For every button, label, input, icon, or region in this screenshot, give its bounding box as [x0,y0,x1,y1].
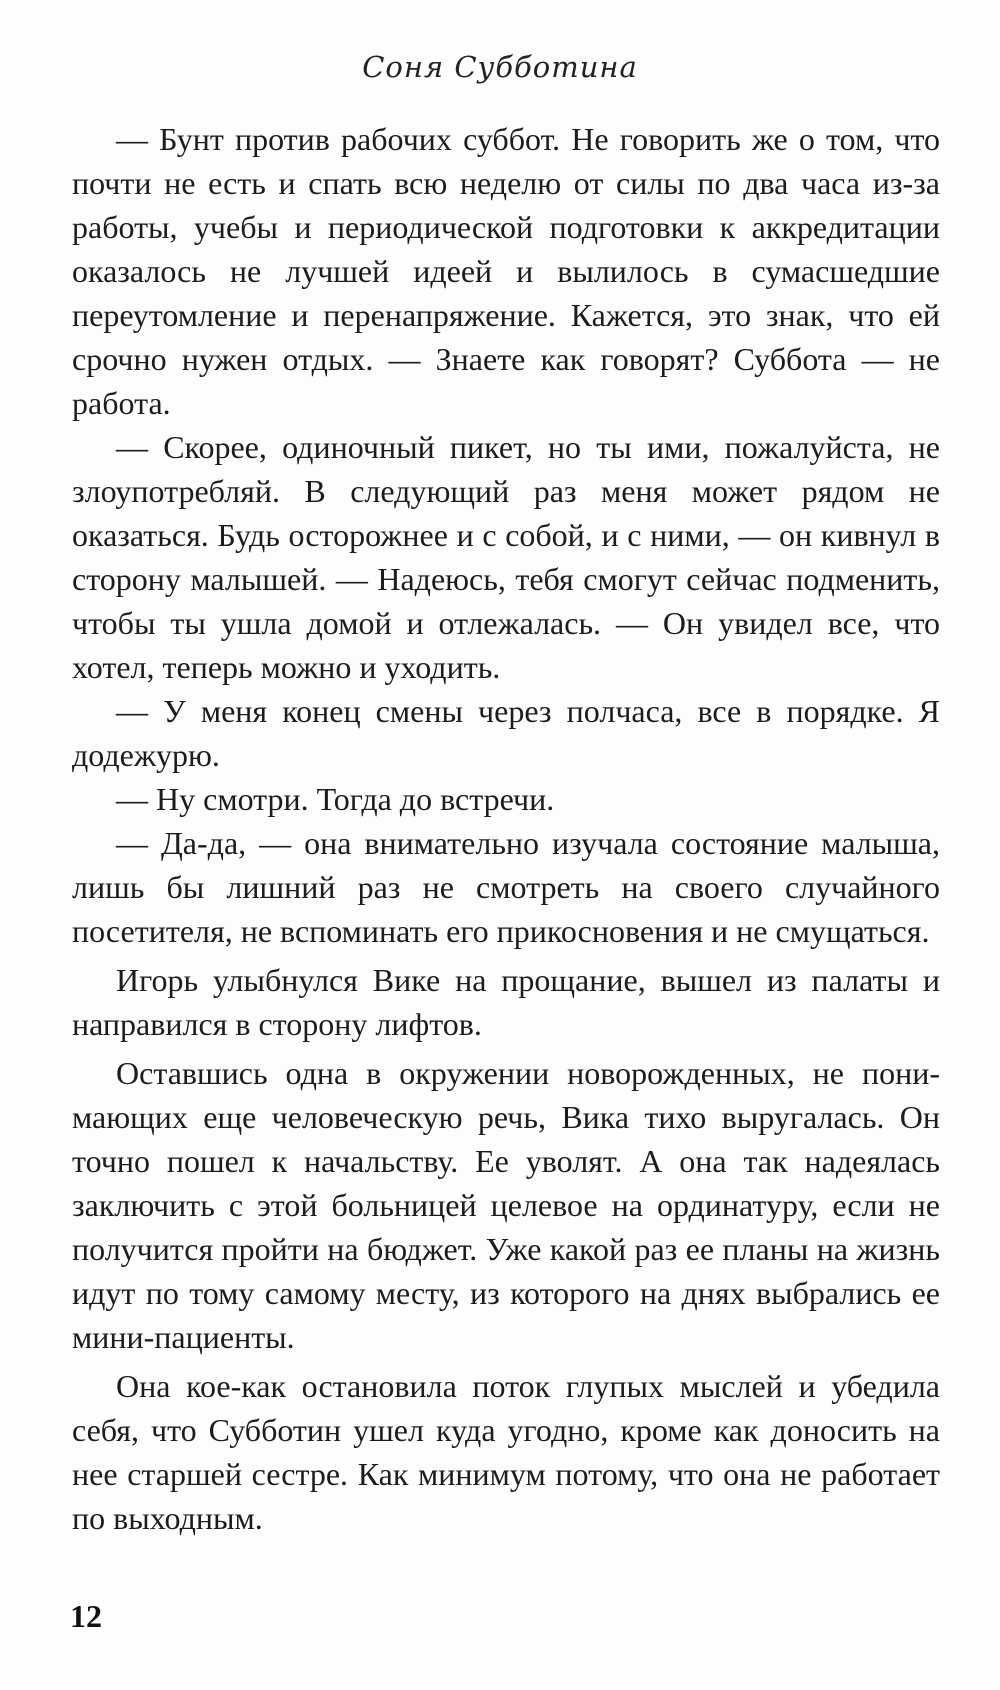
page-number: 12 [70,1598,102,1634]
paragraph: — У меня конец смены через полчаса, все в порядке. Я додежурю. [72,693,940,773]
paragraph: — Скорее, одиночный пикет, но ты ими, пожалуйста, не злоупотребляй. В следующий раз меня может рядом не оказаться. Будь осторожнее и с собой, и с ними, — он кивнул в сторону малышей. — Надеюсь, тебя смогут сейчас подменить, чтобы ты ушла домой и отлежалась. — Он увидел все, что хотел, теперь можно и уходить. [72,429,940,685]
running-header: Соня Субботина [362,50,638,84]
body-text [72,117,940,1540]
paragraph: — Ну смотри. Тогда до встречи. [116,781,555,817]
paragraph: Она кое-как остановила поток глупых мыслей и убедила себя, что Субботин ушел куда угодно, кроме как доносить на нее старшей сестре. Как минимум потому, что она не работает по выходным. [72,1368,940,1536]
paragraph: — Да-да, — она внимательно изучала состояние малыша, лишь бы лишний раз не смотреть на своего случайного посетителя, не вспоминать его прикосновения и не смущаться. [72,825,940,949]
paragraph: — Бунт против рабочих суббот. Не говорить же о том, что почти не есть и спать всю неделю от силы по два часа из-за работы, учебы и периодической подготовки к аккредитации оказалось не лучшей идеей и вылилось в сумасшедшие переутомление и перенапряжение. Кажется, это знак, что ей срочно нужен отдых. — Знаете как говорят? Суббота — не работа. [72,121,940,421]
paragraph: Оставшись одна в окружении новорожденных, не понимающих еще человеческую речь, Вика тихо выругалась. Он точно пошел к начальству. Ее уволят. А она так надеялась заключить с этой больницей целевое на ординатуру, если не получится пройти на бюджет. Уже какой раз ее планы на жизнь идут по тому самому месту, из которого на днях выбрались ее мини-пациенты. [72,1055,940,1355]
paragraph: Игорь улыбнулся Вике на прощание, вышел из палаты и направился в сторону лифтов. [72,962,940,1042]
